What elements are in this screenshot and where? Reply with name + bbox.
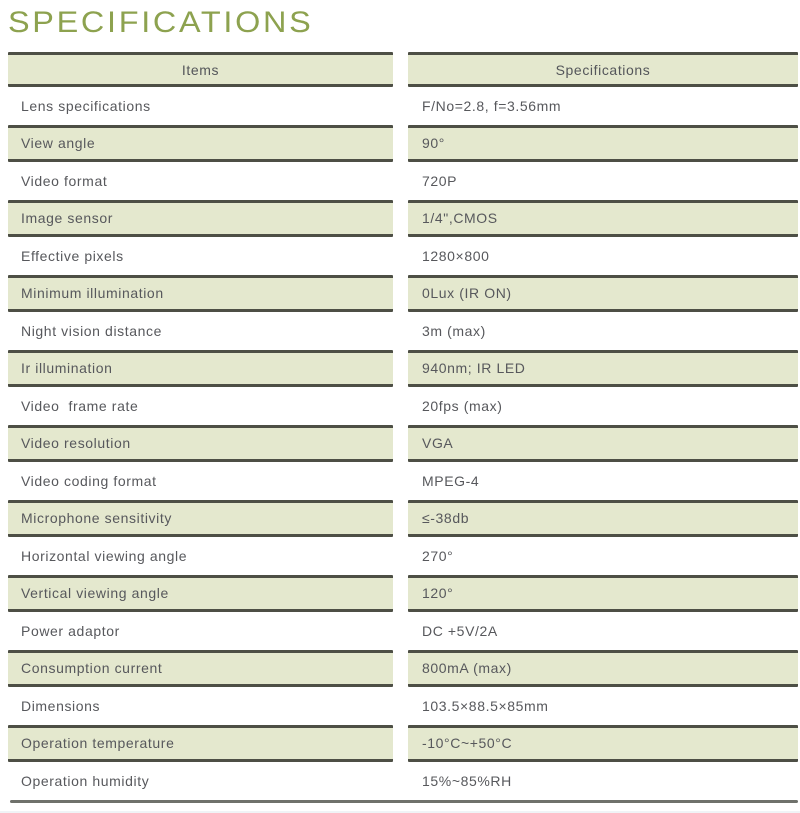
specifications-table <box>8 52 798 800</box>
spec-cell: 103.5×88.5×85mm <box>422 697 549 714</box>
item-cell: Horizontal viewing angle <box>21 547 188 564</box>
table-bottom-border <box>10 800 798 803</box>
item-cell: Operation humidity <box>21 772 150 789</box>
item-cell: View angle <box>8 125 393 163</box>
spec-cell: 1/4",CMOS <box>408 200 798 238</box>
spec-cell: 3m (max) <box>422 322 486 339</box>
table-row <box>8 87 798 125</box>
spec-cell: 90° <box>408 125 798 163</box>
table-row <box>8 687 798 725</box>
spec-cell: 800mA (max) <box>408 650 798 688</box>
column-header-specifications: Specifications <box>408 52 798 87</box>
table-row <box>8 462 798 500</box>
table-row <box>8 425 798 463</box>
spec-cell: 15%~85%RH <box>422 772 512 789</box>
spec-cell: VGA <box>408 425 798 463</box>
item-cell: Night vision distance <box>21 322 162 339</box>
spec-cell: -10°C~+50°C <box>408 725 798 763</box>
table-row <box>8 575 798 613</box>
column-header-items: Items <box>8 52 393 87</box>
item-cell: Power adaptor <box>21 622 120 639</box>
table-row <box>8 650 798 688</box>
item-cell: Video format <box>21 172 108 189</box>
table-row <box>8 612 798 650</box>
item-cell: Operation temperature <box>8 725 393 763</box>
item-cell: Consumption current <box>8 650 393 688</box>
item-cell: Minimum illumination <box>8 275 393 313</box>
spec-cell: DC +5V/2A <box>422 622 498 639</box>
spec-cell: 720P <box>422 172 458 189</box>
item-cell: Effective pixels <box>21 247 124 264</box>
table-row <box>8 387 798 425</box>
spec-cell: 20fps (max) <box>422 397 503 414</box>
spec-cell: 1280×800 <box>422 247 490 264</box>
table-row <box>8 125 798 163</box>
spec-cell: F/No=2.8, f=3.56mm <box>422 97 562 114</box>
spec-sheet-page <box>0 6 800 813</box>
table-row <box>8 312 798 350</box>
table-row <box>8 237 798 275</box>
table-row <box>8 275 798 313</box>
item-cell: Video resolution <box>8 425 393 463</box>
item-cell: Microphone sensitivity <box>8 500 393 538</box>
table-row <box>8 162 798 200</box>
spec-cell: 940nm; IR LED <box>408 350 798 388</box>
title-wrap <box>8 6 800 43</box>
item-cell: Ir illumination <box>8 350 393 388</box>
table-row <box>8 350 798 388</box>
spec-cell: 0Lux (IR ON) <box>408 275 798 313</box>
item-cell: Video coding format <box>21 472 157 489</box>
table-header-row <box>8 52 798 87</box>
spec-cell: 120° <box>408 575 798 613</box>
spec-cell: 270° <box>422 547 454 564</box>
item-cell: Dimensions <box>21 697 101 714</box>
table-row <box>8 500 798 538</box>
table-row <box>8 725 798 763</box>
table-row <box>8 537 798 575</box>
table-row <box>8 200 798 238</box>
item-cell: Lens specifications <box>21 97 151 114</box>
spec-cell: ≤-38db <box>408 500 798 538</box>
spec-cell: MPEG-4 <box>422 472 480 489</box>
item-cell: Image sensor <box>8 200 393 238</box>
page-title: SPECIFICATIONS <box>8 6 314 39</box>
item-cell: Video frame rate <box>21 397 139 414</box>
table-row <box>8 762 798 800</box>
item-cell: Vertical viewing angle <box>8 575 393 613</box>
